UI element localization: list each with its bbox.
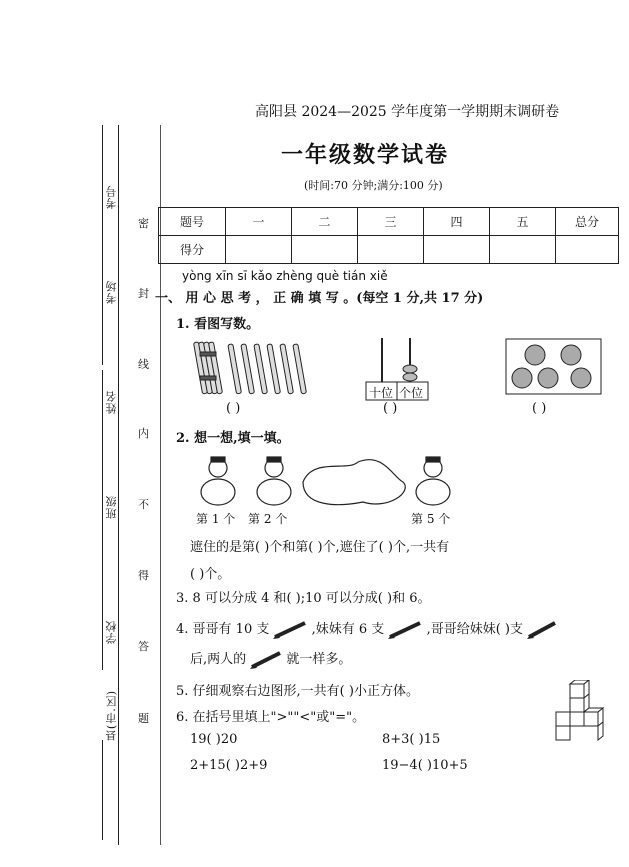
figure-label-1: 第 1 个 bbox=[196, 512, 236, 526]
answer-blank[interactable]: ( ) bbox=[532, 401, 547, 416]
table-cell: 四 bbox=[424, 208, 490, 236]
class-line bbox=[102, 480, 103, 610]
compare-item[interactable]: 8+3( )15 bbox=[382, 732, 441, 747]
side-label-name: 姓名 bbox=[105, 390, 118, 414]
table-cell: 一 bbox=[226, 208, 292, 236]
score-table-header-row bbox=[159, 208, 619, 236]
question-4-part-5: 就一样多。 bbox=[286, 652, 352, 667]
seal-char-7: 答 bbox=[138, 640, 149, 653]
question-1: 1. 看图写数。 bbox=[176, 317, 260, 332]
exam-time: (时间:70 分钟;满分:100 分) bbox=[304, 179, 443, 192]
score-input-cell[interactable] bbox=[424, 236, 490, 264]
pencil-icon bbox=[388, 621, 422, 639]
compare-item[interactable]: 19−4( )10+5 bbox=[382, 758, 468, 773]
section-title: 一、 用 心 思 考 ， 正 确 填 写 。(每空 1 分,共 17 分) bbox=[155, 291, 484, 306]
side-label-school: 学校 bbox=[105, 620, 118, 644]
pencil-icon bbox=[273, 621, 307, 639]
score-input-cell[interactable] bbox=[226, 236, 292, 264]
table-cell: 总分 bbox=[556, 208, 619, 236]
answer-blank[interactable]: ( ) bbox=[226, 401, 241, 416]
question-4-part-2: ,妹妹有 6 支 bbox=[311, 622, 385, 637]
score-input-cell[interactable] bbox=[358, 236, 424, 264]
table-cell: 五 bbox=[490, 208, 556, 236]
snowman-row-figure bbox=[188, 452, 460, 512]
sticks-figure bbox=[190, 338, 315, 400]
question-6: 6. 在括号里填上">""<"或"="。 bbox=[176, 710, 366, 725]
score-table bbox=[158, 207, 619, 264]
question-3: 3. 8 可以分成 4 和( );10 可以分成( )和 6。 bbox=[176, 591, 431, 606]
question-2: 2. 想一想,填一填。 bbox=[176, 431, 290, 446]
compare-item[interactable]: 19( )20 bbox=[190, 732, 238, 747]
score-input-cell[interactable] bbox=[556, 236, 619, 264]
county-line bbox=[102, 740, 103, 840]
table-cell: 题号 bbox=[159, 208, 226, 236]
question-2-line-2: ( )个。 bbox=[190, 567, 231, 582]
table-cell: 二 bbox=[292, 208, 358, 236]
peaches-figure bbox=[505, 338, 603, 396]
seal-char-8: 题 bbox=[138, 712, 149, 725]
exam-number-line bbox=[102, 125, 103, 255]
abacus-ones-label: 个位 bbox=[399, 386, 424, 400]
question-2-line-1: 遮住的是第( )个和第( )个,遮住了( )个,一共有 bbox=[190, 540, 450, 555]
question-5: 5. 仔细观察右边图形,一共有( )小正方体。 bbox=[176, 684, 419, 699]
side-label-class: 班级 bbox=[105, 495, 118, 519]
question-4-line-1 bbox=[176, 618, 557, 639]
seal-char-1: 密 bbox=[138, 217, 149, 230]
score-input-cell[interactable] bbox=[292, 236, 358, 264]
table-cell: 三 bbox=[358, 208, 424, 236]
score-input-cell[interactable] bbox=[490, 236, 556, 264]
abacus-tens-label: 十位 bbox=[369, 386, 394, 400]
figure-label-5: 第 5 个 bbox=[411, 512, 451, 526]
table-cell: 得分 bbox=[159, 236, 226, 264]
seal-char-6: 得 bbox=[138, 569, 149, 582]
name-line bbox=[102, 370, 103, 480]
school-line bbox=[102, 610, 103, 670]
exam-title: 一年级数学试卷 bbox=[281, 142, 450, 168]
section-pinyin: yòng xīn sī kǎo zhèng què tián xiě bbox=[182, 269, 388, 283]
pencil-icon bbox=[250, 651, 282, 669]
seal-char-5: 不 bbox=[138, 498, 149, 511]
seal-char-3: 线 bbox=[138, 358, 149, 371]
cubes-figure bbox=[548, 680, 618, 742]
exam-room-line bbox=[102, 255, 103, 365]
pencil-icon bbox=[527, 621, 557, 639]
question-4-part-4: 后,两人的 bbox=[190, 652, 247, 667]
answer-blank[interactable]: ( ) bbox=[383, 401, 398, 416]
side-label-exam-number: 考号 bbox=[105, 185, 118, 209]
figure-label-2: 第 2 个 bbox=[248, 512, 288, 526]
question-4-line-2 bbox=[190, 648, 351, 669]
seal-char-2: 封 bbox=[138, 287, 149, 300]
score-table-score-row bbox=[159, 236, 619, 264]
side-label-county: 县(市.区) bbox=[105, 690, 118, 742]
compare-item[interactable]: 2+15( )2+9 bbox=[190, 758, 268, 773]
exam-header: 高阳县 2024—2025 学年度第一学期期末调研卷 bbox=[255, 104, 560, 120]
question-4-part-1: 4. 哥哥有 10 支 bbox=[176, 622, 270, 637]
question-4-part-3: ,哥哥给妹妹( )支 bbox=[426, 622, 523, 637]
seal-char-4: 内 bbox=[138, 427, 149, 440]
side-label-exam-room: 考场 bbox=[105, 280, 118, 304]
